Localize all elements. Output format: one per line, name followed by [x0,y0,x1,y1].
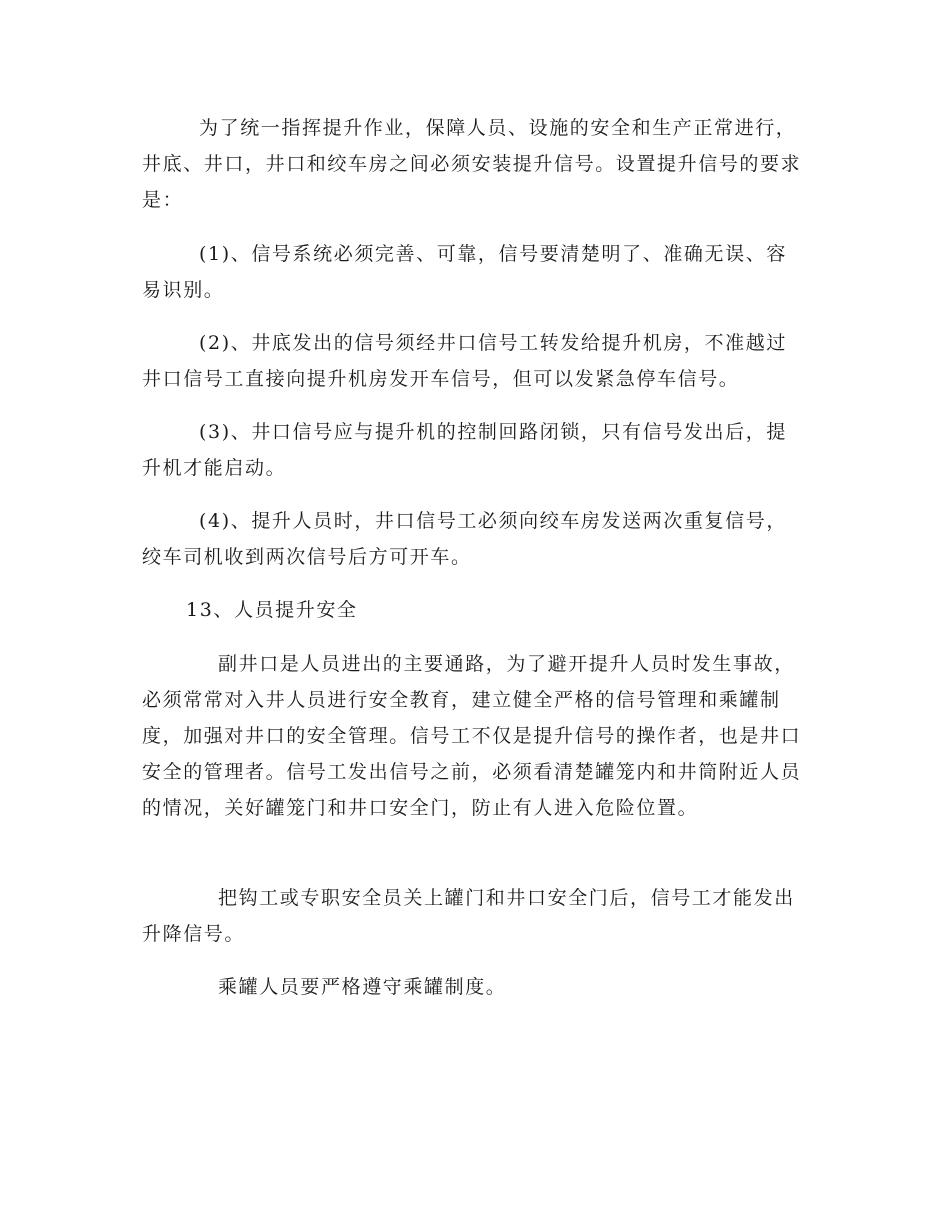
paragraph-hooker-safety: 把钩工或专职安全员关上罐门和井口安全门后，信号工才能发出升降信号。 [142,887,795,945]
paragraph-auxiliary-shaft: 副井口是人员进出的主要通路，为了避开提升人员时发生事故，必须常常对入井人员进行安全教育，建立健全严格的信号管理和乘罐制度，加强对井口的安全管理。信号工不仅是提升信号的操作者，也是井口安全的管理者。信号工发出信号之前，必须看清楚罐笼内和井筒附近人员的情况，关好罐笼门和井口安全门，防止有人进入危险位置。 [142,653,802,819]
section-heading-personnel-hoisting: 13、人员提升安全 [186,599,358,621]
paragraph-requirement-3: (3)、井口信号应与提升机的控制回路闭锁，只有信号发出后，提升机才能启动。 [142,421,787,479]
paragraph-cage-rules: 乘罐人员要严格遵守乘罐制度。 [218,976,507,998]
paragraph-requirement-4: (4)、提升人员时，井口信号工必须向绞车房发送两次重复信号，绞车司机收到两次信号后方可开车。 [142,510,787,568]
paragraph-signal-intro: 为了统一指挥提升作业，保障人员、设施的安全和生产正常进行，井底、井口，井口和绞车房之间必须安装提升信号。设置提升信号的要求是： [142,117,802,211]
paragraph-requirement-1: (1)、信号系统必须完善、可靠，信号要清楚明了、准确无误、容易识别。 [142,243,787,301]
paragraph-requirement-2: (2)、井底发出的信号须经井口信号工转发给提升机房，不准越过井口信号工直接向提升机房发开车信号，但可以发紧急停车信号。 [142,332,787,390]
